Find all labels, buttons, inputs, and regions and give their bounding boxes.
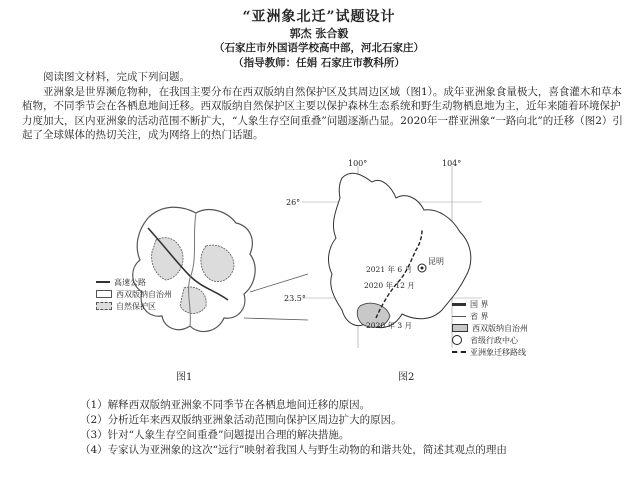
lat-23-5-label: 23.5° xyxy=(284,294,306,303)
legend-item-prefecture xyxy=(96,288,172,300)
figure2-legend xyxy=(452,298,528,358)
date-2020-12: 2020 年 12 月 xyxy=(364,281,415,290)
legend-item-prefecture2 xyxy=(452,322,528,334)
material-text xyxy=(22,70,626,143)
legend-item-reserve xyxy=(96,300,172,312)
highway-swatch xyxy=(96,281,110,283)
national-border-swatch xyxy=(452,303,466,306)
lon-100-label: 100° xyxy=(348,159,368,168)
question-4: （4）专家认为亚洲象的这次“远行”映射着我国人与野生动物的和谐共处，简述其观点的理由 xyxy=(80,444,507,456)
legend-label: 省级行政中心 xyxy=(470,335,518,345)
capital-icon xyxy=(452,335,462,345)
kunming-dot xyxy=(421,267,424,270)
legend-item-capital xyxy=(452,334,528,346)
legend-item-route xyxy=(452,346,528,358)
prefecture-swatch xyxy=(96,290,112,298)
kunming-label: 昆明 xyxy=(428,257,444,266)
legend-label: 西双版纳自治州 xyxy=(116,289,172,299)
figure1-legend xyxy=(96,276,172,312)
route-swatch xyxy=(452,351,466,353)
legend-label: 亚洲象迁移路线 xyxy=(470,347,526,357)
figure2-caption: 图2 xyxy=(398,372,415,383)
material-paragraph: 亚洲象是世界濒危物种，在我国主要分布在西双版纳自然保护区及其周边区域（图1）。成年亚洲象食量极大，喜食灌木和草本植物，不同季节会在各栖息地间迁移。西双版纳自然保护区主要以保护森林生态系统和野生动物栖息地为主，近年来随着环境保护力度加大，区内亚洲象的活动范围不断扩大，“人象生存空间重叠”问题逐渐凸显。2020年一群亚洲象“一路向北”的迁移（图2）引起了全球媒体的热切关注，成为网络上的热门话题。 xyxy=(22,85,623,141)
yunnan-province-outline xyxy=(329,173,471,327)
province-border-swatch xyxy=(452,316,466,317)
legend-item-national-border xyxy=(452,298,528,310)
lat-26-label: 26° xyxy=(286,198,301,207)
affiliation: （石家庄市外国语学校高中部，河北石家庄） xyxy=(214,42,424,54)
legend-label: 自然保护区 xyxy=(116,301,156,311)
reserve-swatch xyxy=(96,302,112,310)
prefecture2-swatch xyxy=(452,324,468,332)
guide-teacher: （指导教师：任娟 石家庄市教科所） xyxy=(233,57,405,69)
date-2020-3: 2020 年 3 月 xyxy=(366,321,413,330)
question-list xyxy=(80,398,620,458)
intro-line: 阅读图文材料，完成下列问题。 xyxy=(43,71,190,83)
legend-label: 国 界 xyxy=(470,299,489,309)
legend-item-province-border xyxy=(452,310,528,322)
lon-104-label: 104° xyxy=(442,159,462,168)
question-1: （1）解释西双版纳亚洲象不同季节在各栖息地间迁移的原因。 xyxy=(80,399,371,411)
legend-item-highway xyxy=(96,276,172,288)
figure1-caption: 图1 xyxy=(176,372,193,383)
date-2021-6: 2021 年 6 月 xyxy=(366,265,413,274)
legend-label: 高速公路 xyxy=(114,277,146,287)
question-3: （3）针对“人象生存空间重叠”问题提出合理的解决措施。 xyxy=(80,429,350,441)
page-title: “亚洲象北迁”试题设计 xyxy=(242,9,396,25)
figure1-map xyxy=(78,168,310,368)
authors: 郭杰 张合毅 xyxy=(289,27,349,40)
legend-label: 省 界 xyxy=(470,311,489,321)
legend-label: 西双版纳自治州 xyxy=(472,323,528,333)
question-2: （2）分析近年来西双版纳亚洲象活动范围向保护区周边扩大的原因。 xyxy=(80,414,402,426)
